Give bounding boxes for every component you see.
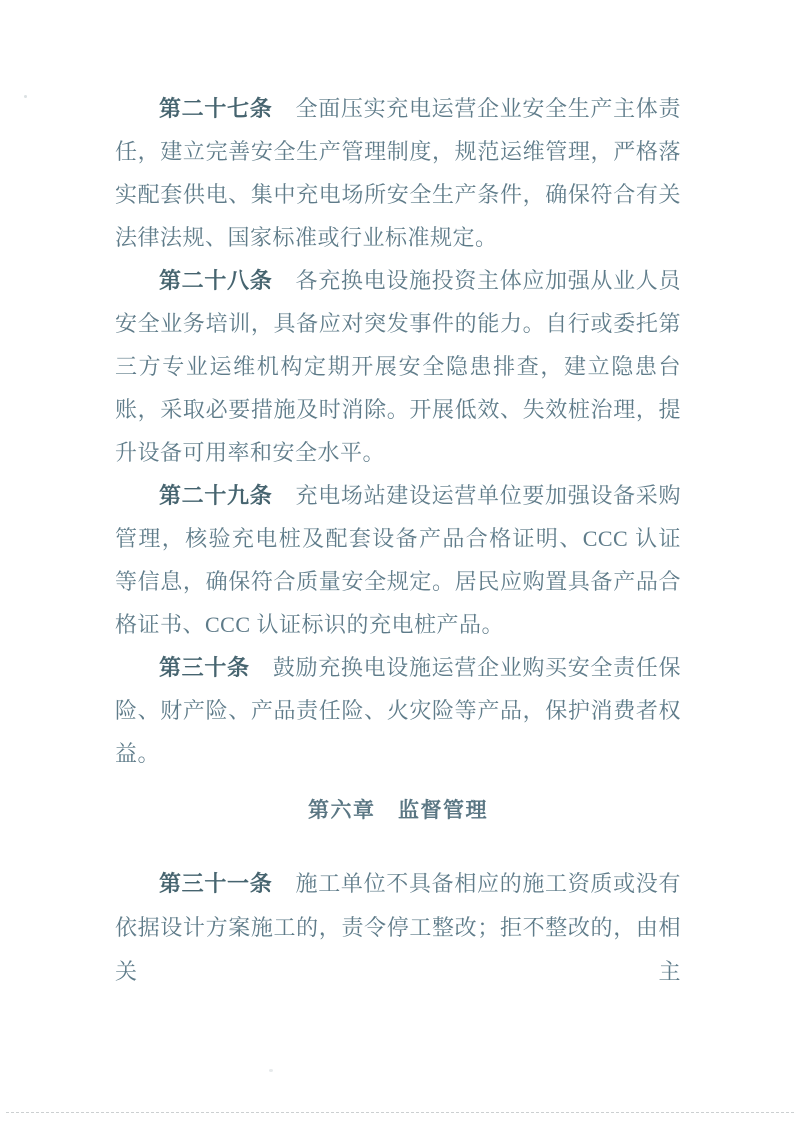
article-31-text: 施工单位不具备相应的施工资质或没有依据设计方案施工的，责令停工整改；拒不整改的，由相关主	[115, 871, 681, 984]
article-31-number: 第三十一条	[159, 871, 273, 896]
article-29-number: 第二十九条	[159, 483, 273, 508]
article-29-text: 充电场站建设运营单位要加强设备采购管理，核验充电桩及配套设备产品合格证明、CCC 认证等信息，确保符合质量安全规定。居民应购置具备产品合格证书、CCC 认证标识的充电桩产品。	[115, 483, 681, 637]
scan-artifact-dot	[24, 95, 27, 98]
scan-artifact-line	[6, 1112, 794, 1113]
scan-artifact-dot	[269, 1069, 273, 1072]
document-text-block	[115, 0, 681, 1124]
article-27-text: 全面压实充电运营企业安全生产主体责任，建立完善安全生产管理制度，规范运维管理，严格落实配套供电、集中充电场所安全生产条件，确保符合有关法律法规、国家标准或行业标准规定。	[115, 96, 681, 250]
article-31-paragraph	[115, 862, 681, 994]
chapter-6-heading: 第六章 监督管理	[308, 799, 488, 822]
article-27-number: 第二十七条	[159, 96, 273, 121]
article-28-paragraph	[115, 259, 681, 474]
article-29-paragraph	[115, 474, 681, 646]
article-30-paragraph	[115, 646, 681, 775]
article-30-text: 鼓励充换电设施运营企业购买安全责任保险、财产险、产品责任险、火灾险等产品，保护消费者权益。	[115, 655, 681, 766]
article-28-text: 各充换电设施投资主体应加强从业人员安全业务培训，具备应对突发事件的能力。自行或委托第三方专业运维机构定期开展安全隐患排查，建立隐患台账，采取必要措施及时消除。开展低效、失效桩治理，提升设备可用率和安全水平。	[115, 268, 681, 465]
article-30-number: 第三十条	[159, 655, 250, 680]
article-28-number: 第二十八条	[159, 268, 273, 293]
article-27-paragraph	[115, 87, 681, 259]
